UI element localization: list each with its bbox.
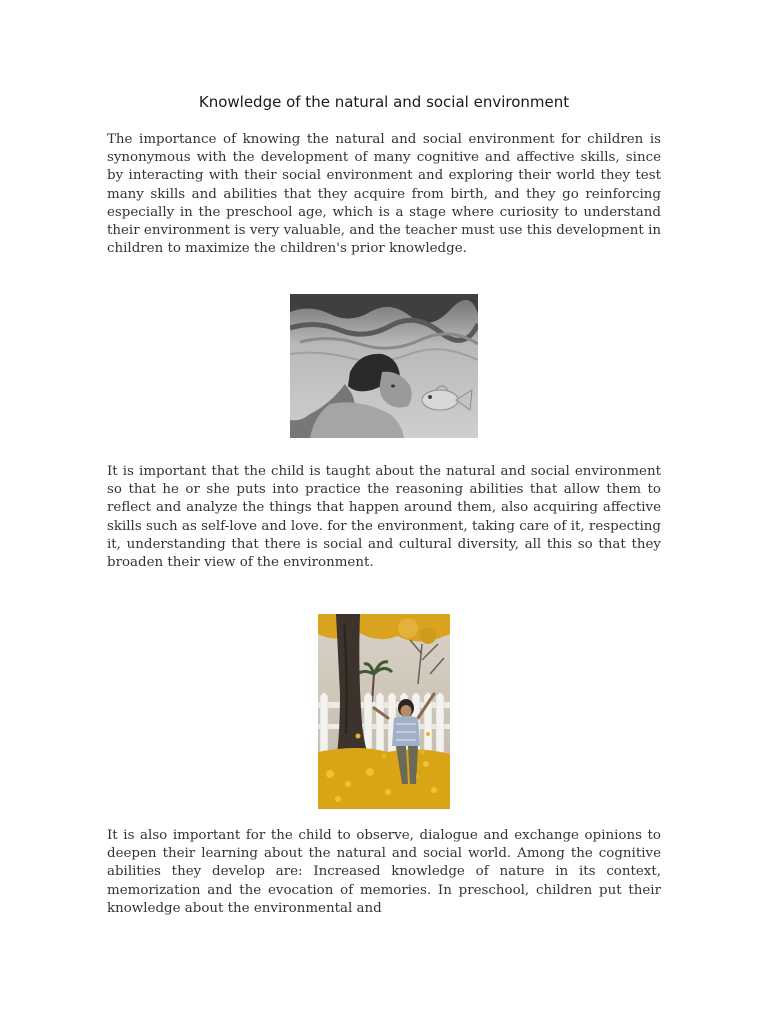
underwater-child-photo xyxy=(290,294,478,438)
paragraph-3: It is also important for the child to observe, dialogue and exchange opinions to deepen their learning about the natural and social world. Among the cognitive abilities they develop are: Increased knowledge of nature in its context, memorization and the evocation of memories. In preschool, children put their knowledge about the environmental and xyxy=(107,828,661,916)
paragraph-1: The importance of knowing the natural and social environment for children is synonymous with the development of many cognitive and affective skills, since by interacting with their social environment and exploring their world they test many skills and abilities that they acquire from birth, and they go reinforcing especially in the preschool age, which is a stage where curiosity to understand their environment is very valuable, and the teacher must use this development in children to maximize the children's prior knowledge. xyxy=(107,132,661,257)
document-title: Knowledge of the natural and social environment xyxy=(198,93,570,111)
autumn-leaves-child-photo xyxy=(318,614,450,809)
paragraph-2: It is important that the child is taught about the natural and social environment so that he or she puts into practice the reasoning abilities that allow them to reflect and analyze the things that happen around them, also acquiring affective skills such as self-love and love. for the environment, taking care of it, respecting it, understanding that there is social and cultural diversity, all this so that they broaden their view of the environment. xyxy=(107,464,661,571)
underwater-child-illustration xyxy=(290,294,478,438)
autumn-leaves-illustration xyxy=(318,614,450,809)
